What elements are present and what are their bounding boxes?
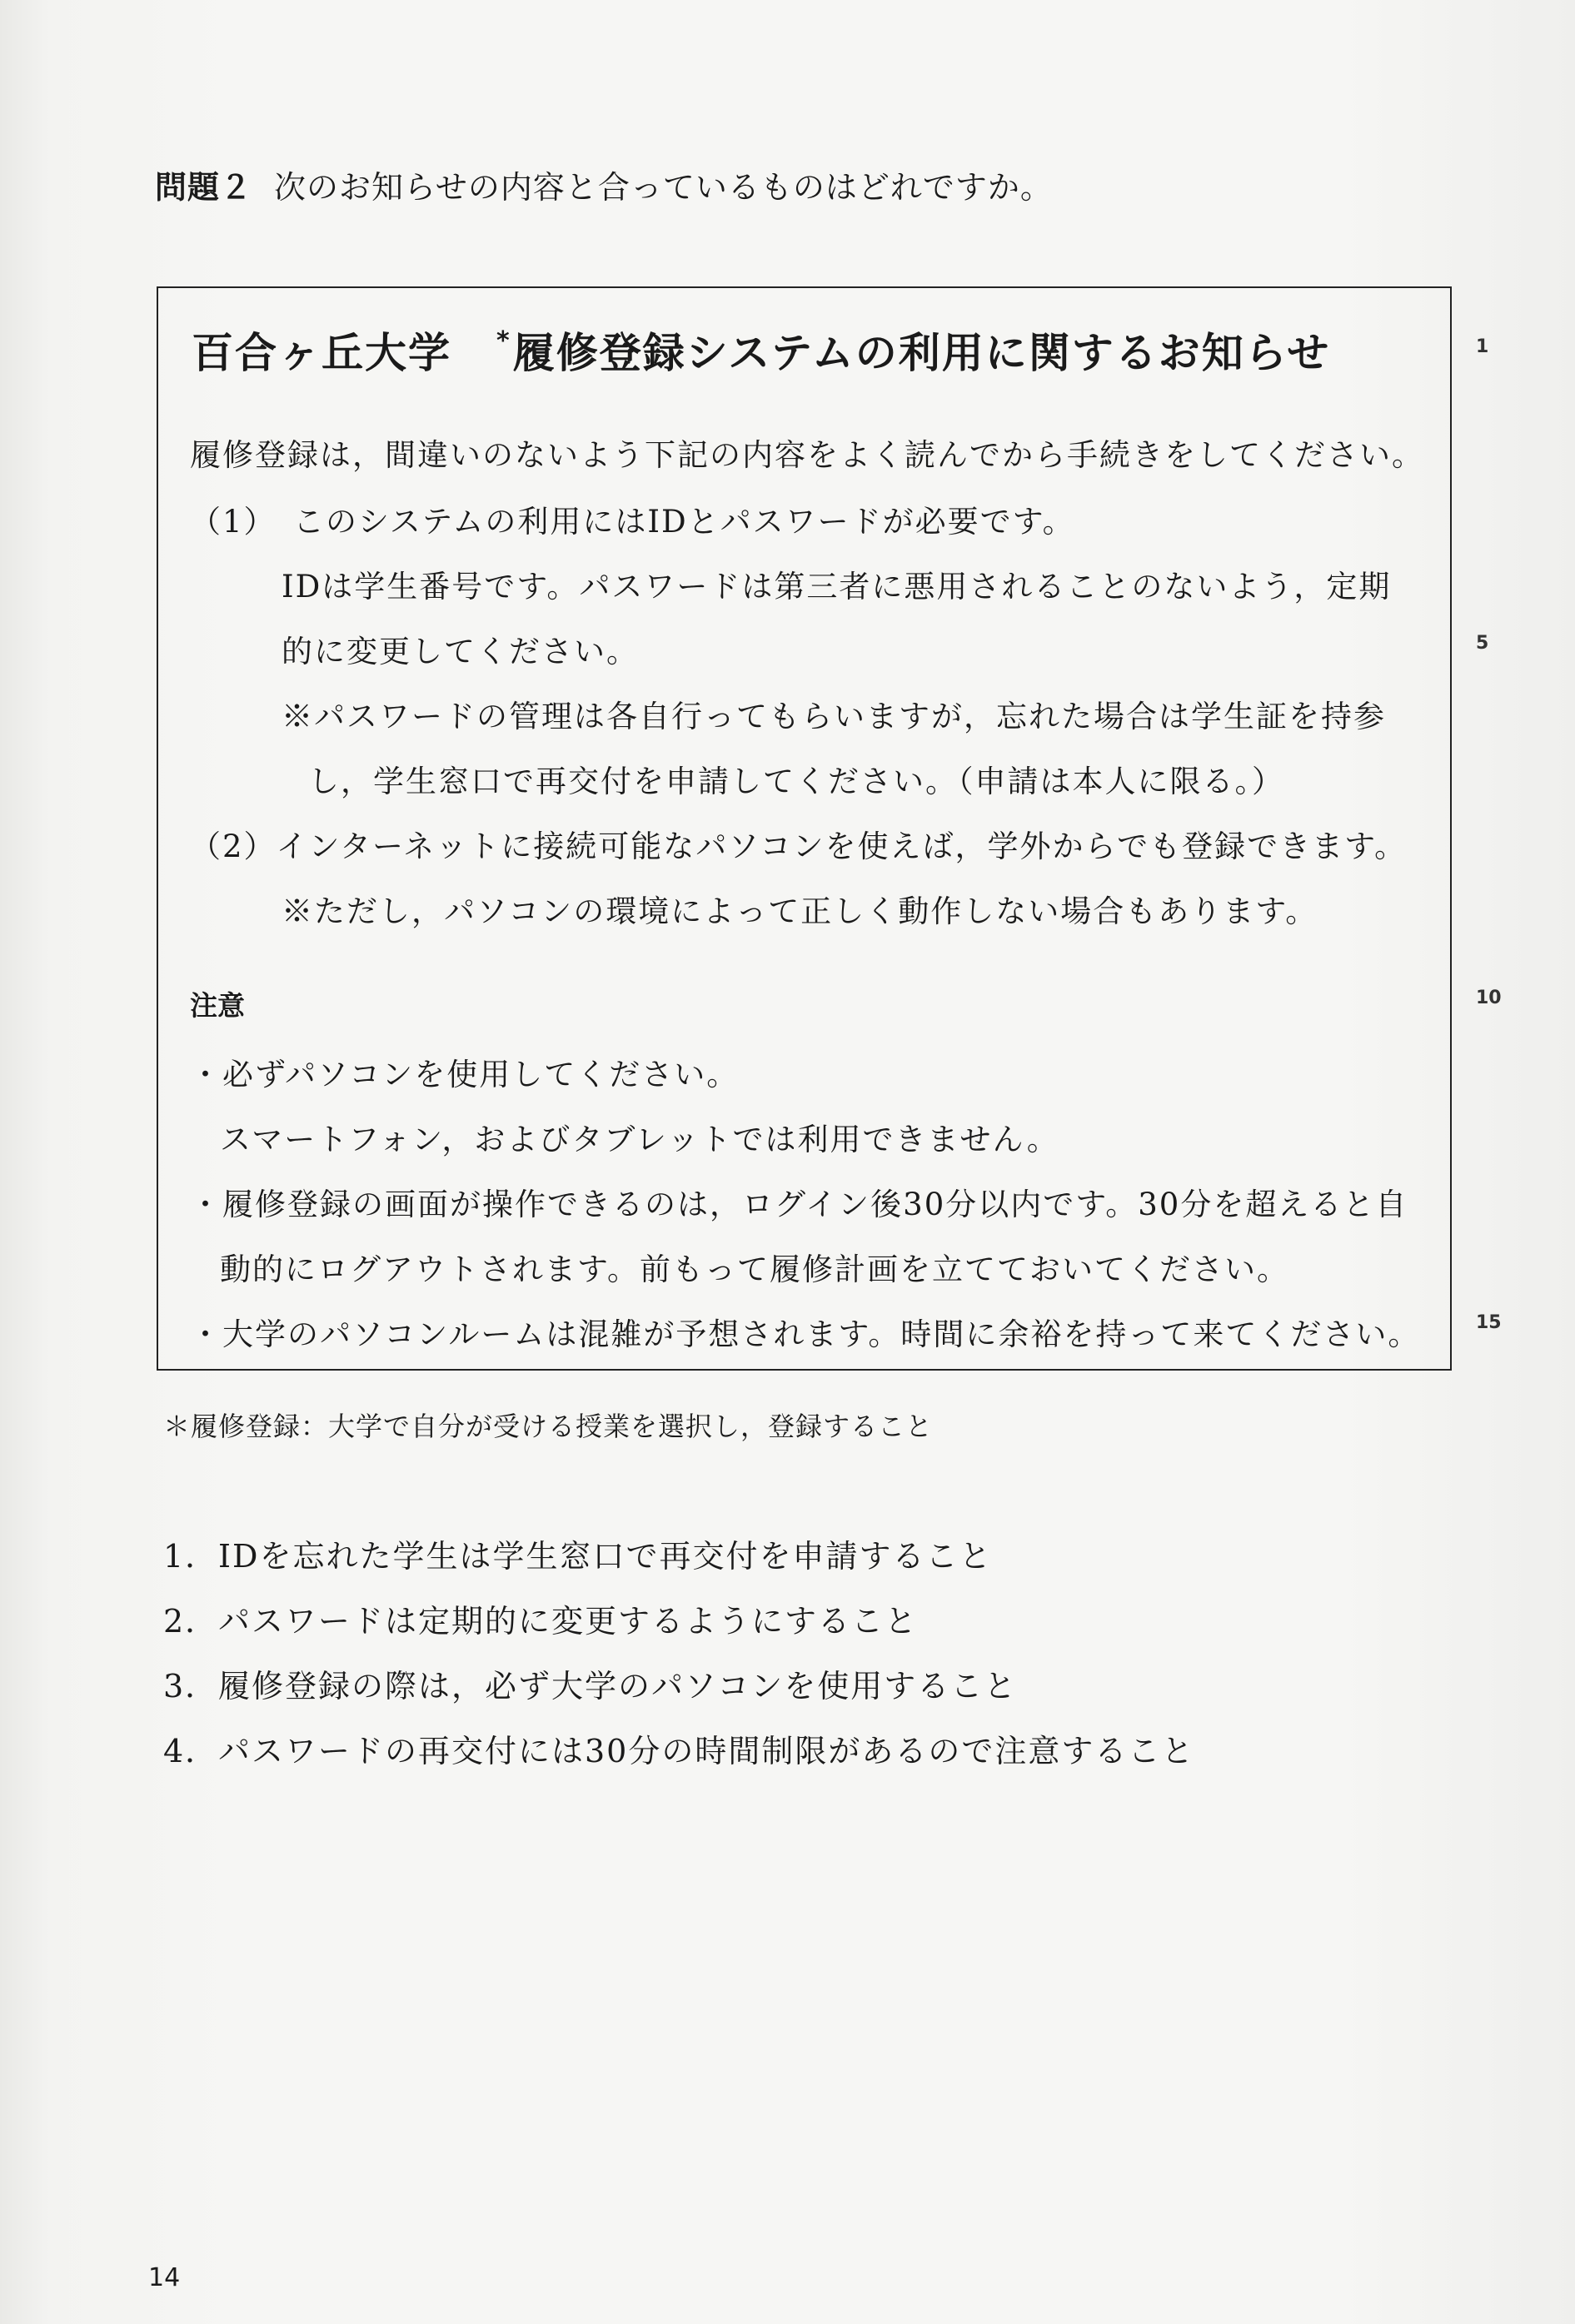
question-number: 問題２: [155, 168, 253, 206]
choice-number: 4．: [163, 1733, 219, 1769]
answer-choice[interactable]: [163, 1595, 918, 1641]
choice-number: 2．: [163, 1603, 219, 1640]
choice-text: IDを忘れた学生は学生窓口で再交付を申請すること: [218, 1538, 993, 1575]
notice-line: ※ただし，パソコンの環境によって正しく動作しない場合もあります。: [282, 893, 1318, 929]
notice-line: 的に変更してください。: [282, 634, 639, 669]
choice-number: 1．: [163, 1538, 219, 1575]
question-prompt: [155, 162, 1053, 207]
answer-choice[interactable]: [163, 1530, 992, 1576]
footnote: ＊履修登録：大学で自分が受ける授業を選択し，登録すること: [163, 1411, 934, 1442]
caution-line: 動的にログアウトされます。前もって履修計画を立てておいてください。: [220, 1252, 1290, 1287]
notice-line: IDは学生番号です。パスワードは第三者に悪用されることのないよう，定期: [282, 569, 1392, 605]
page-number: 14: [148, 2263, 181, 2292]
caution-line: ・必ずパソコンを使用してください。: [190, 1057, 740, 1092]
choice-text: パスワードの再交付には30分の時間制限があるので注意すること: [218, 1733, 1195, 1769]
caution-line: ・大学のパソコンルームは混雑が予想されます。時間に余裕を持って来てください。: [190, 1316, 1421, 1352]
answer-choice[interactable]: [163, 1725, 1194, 1771]
choice-text: 履修登録の際は，必ず大学のパソコンを使用すること: [218, 1668, 1018, 1704]
line-number: 5: [1476, 633, 1489, 654]
notice-line: （2）インターネットに接続可能なパソコンを使えば，学外からでも登録できます。: [190, 829, 1408, 864]
line-number: 1: [1476, 336, 1489, 357]
notice-box: [157, 286, 1452, 1371]
notice-title-main: 履修登録システムの利用に関するお知らせ: [512, 329, 1331, 377]
choice-number: 3．: [163, 1668, 219, 1704]
caution-line: スマートフォン，およびタブレットでは利用できません。: [220, 1122, 1059, 1157]
answer-choice[interactable]: [163, 1660, 1017, 1706]
choice-text: パスワードは定期的に変更するようにすること: [218, 1603, 919, 1640]
notice-line: （1） このシステムの利用にはIDとパスワードが必要です。: [190, 504, 1075, 540]
caution-line: ・履修登録の画面が操作できるのは，ログイン後30分以内です。30分を超えると自: [190, 1187, 1408, 1222]
notice-title-asterisk: *: [496, 326, 511, 356]
notice-line: ※パスワードの管理は各自行ってもらいますが，忘れた場合は学生証を持参: [282, 699, 1386, 734]
caution-heading: 注意: [190, 989, 245, 1022]
question-text: 次のお知らせの内容と合っているものはどれですか。: [274, 169, 1053, 206]
notice-title-university: 百合ヶ丘大学: [192, 329, 451, 377]
notice-title: [192, 320, 1330, 380]
line-number: 10: [1476, 988, 1502, 1008]
line-number: 15: [1476, 1312, 1502, 1333]
notice-line: 履修登録は，間違いのないよう下記の内容をよく読んでから手続きをしてください。: [190, 437, 1424, 473]
notice-line: し，学生窓口で再交付を申請してください。（申請は本人に限る。）: [308, 764, 1284, 799]
